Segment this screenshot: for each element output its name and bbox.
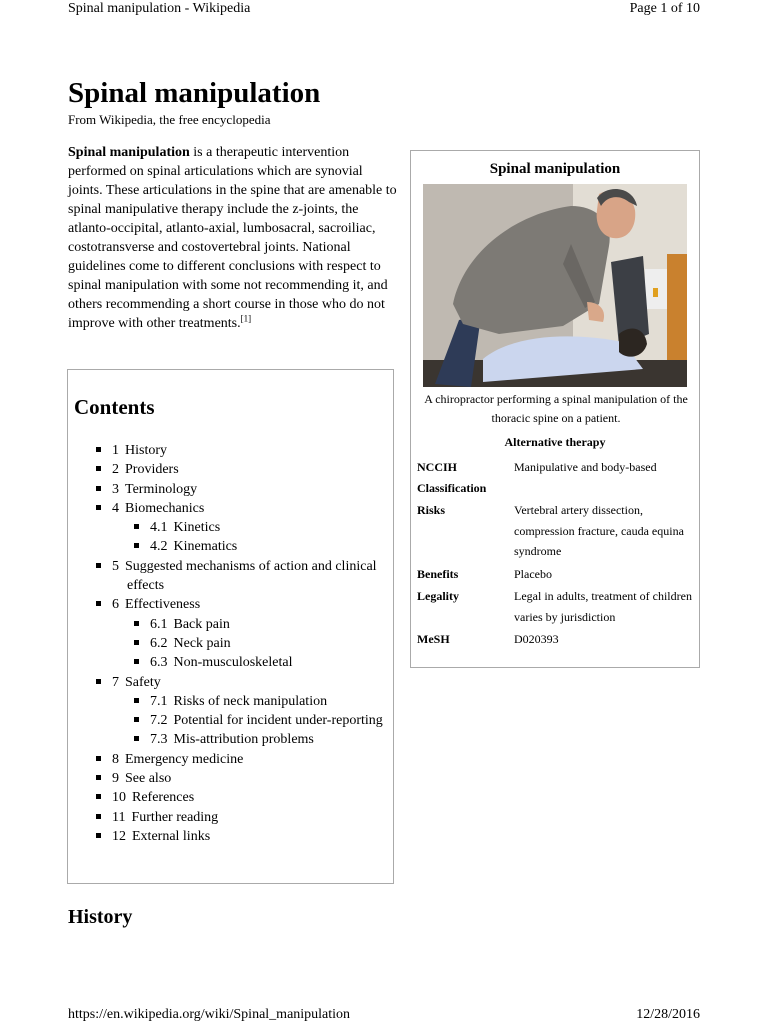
toc-item[interactable]	[96, 460, 386, 479]
toc-label: Biomechanics	[125, 500, 205, 516]
infobox-row	[417, 564, 697, 587]
toc-label: Further reading	[131, 809, 219, 825]
toc-number: 7.2	[150, 713, 168, 729]
infobox-image[interactable]	[423, 184, 687, 387]
toc-link[interactable]	[112, 673, 386, 692]
toc-label: Effectiveness	[125, 597, 201, 613]
toc-label: Non-musculoskeletal	[173, 655, 293, 671]
print-footer-date: 12/28/2016	[636, 1007, 700, 1022]
toc-label: Suggested mechanisms of action and clinical effects	[125, 558, 377, 594]
toc-label: Providers	[125, 462, 179, 478]
infobox-row-value: Vertebral artery dissection, compression fracture, cauda equina syndrome	[514, 503, 684, 558]
toc-label: Risks of neck manipulation	[173, 693, 328, 709]
toc-subitem[interactable]	[134, 730, 386, 749]
toc-link[interactable]	[150, 692, 386, 711]
toc-link[interactable]	[150, 730, 386, 749]
toc-label: References	[132, 790, 195, 806]
toc-number: 6	[112, 597, 119, 613]
toc-number: 6.3	[150, 655, 168, 671]
toc-item[interactable]	[96, 769, 386, 788]
toc-subitem[interactable]	[134, 653, 386, 672]
infobox-row	[417, 629, 697, 652]
toc-number: 4	[112, 500, 119, 516]
toc-item[interactable]	[96, 673, 386, 750]
toc-sublist	[134, 692, 386, 750]
infobox-row	[417, 586, 697, 629]
toc-number: 6.1	[150, 616, 168, 632]
toc-number: 7.1	[150, 693, 168, 709]
toc-link[interactable]	[150, 711, 386, 730]
toc-label: Kinematics	[173, 539, 238, 555]
toc-link[interactable]	[150, 537, 386, 556]
toc-number: 4.2	[150, 539, 168, 555]
toc-number: 10	[112, 790, 126, 806]
toc-label: Potential for incident under-reporting	[173, 713, 383, 729]
toc-link[interactable]	[112, 480, 386, 499]
page-title: Spinal manipulation	[68, 77, 321, 109]
toc-label: Terminology	[125, 481, 198, 497]
infobox	[410, 150, 700, 668]
toc-link[interactable]	[112, 595, 386, 614]
toc-number: 7.3	[150, 732, 168, 748]
toc-subitem[interactable]	[134, 634, 386, 653]
chiropractor-photo	[423, 184, 687, 387]
toc-number: 1	[112, 443, 119, 458]
toc-number: 3	[112, 481, 119, 497]
toc-link[interactable]	[112, 808, 386, 827]
toc-number: 12	[112, 828, 126, 844]
toc-item[interactable]	[96, 788, 386, 807]
toc-label: History	[125, 443, 167, 458]
toc-sublist	[134, 518, 386, 557]
toc-subitem[interactable]	[134, 537, 386, 556]
toc-item[interactable]	[96, 441, 386, 460]
infobox-row-label: Benefits	[417, 566, 459, 581]
toc-number: 4.1	[150, 520, 168, 536]
toc-item[interactable]	[96, 750, 386, 769]
toc-subitem[interactable]	[134, 692, 386, 711]
toc-number: 2	[112, 462, 119, 478]
infobox-subheader: Alternative therapy	[504, 435, 606, 449]
toc-link[interactable]	[112, 827, 386, 846]
toc-link[interactable]	[112, 769, 386, 788]
toc-label: Emergency medicine	[125, 751, 244, 767]
page-tagline: From Wikipedia, the free encyclopedia	[68, 112, 271, 127]
toc-label: Back pain	[173, 616, 230, 632]
infobox-row-value: Legal in adults, treatment of children varies by jurisdiction	[514, 589, 692, 624]
toc-label: Kinetics	[173, 520, 221, 536]
toc-link[interactable]	[150, 518, 386, 537]
toc-item[interactable]	[96, 827, 386, 846]
toc-item[interactable]	[96, 557, 386, 596]
toc-link[interactable]	[112, 557, 386, 596]
toc-link[interactable]	[112, 460, 386, 479]
intro-paragraph	[68, 143, 398, 333]
toc-label: Neck pain	[173, 635, 231, 651]
toc-link[interactable]	[112, 499, 386, 518]
toc-link[interactable]	[150, 615, 386, 634]
toc-link[interactable]	[150, 634, 386, 653]
toc-link[interactable]	[112, 750, 386, 769]
toc-number: 9	[112, 771, 119, 787]
toc-link[interactable]	[112, 441, 386, 460]
toc-subitem[interactable]	[134, 518, 386, 537]
toc-link[interactable]	[112, 788, 386, 807]
print-header-page-number: Page 1 of 10	[629, 1, 700, 16]
toc-link[interactable]	[150, 653, 386, 672]
infobox-row-label: MeSH	[417, 632, 450, 646]
toc-item[interactable]	[96, 595, 386, 672]
toc-label: See also	[125, 771, 172, 787]
print-header-title: Spinal manipulation - Wikipedia	[68, 1, 251, 16]
toc-title: Contents	[74, 395, 155, 419]
toc-list	[96, 441, 386, 846]
toc-item[interactable]	[96, 499, 386, 557]
infobox-row-value: Manipulative and body-based	[514, 460, 657, 474]
section-heading-history: History	[68, 906, 133, 928]
toc-sublist	[134, 615, 386, 673]
toc-subitem[interactable]	[134, 711, 386, 730]
infobox-row	[417, 500, 697, 564]
infobox-row-label: NCCIH Classification	[417, 460, 487, 495]
toc-number: 6.2	[150, 635, 168, 651]
toc-item[interactable]	[96, 480, 386, 499]
toc-item[interactable]	[96, 808, 386, 827]
infobox-row-label: Risks	[417, 503, 446, 517]
intro-bold-term: Spinal manipulation	[68, 145, 190, 160]
toc-number: 8	[112, 751, 119, 767]
infobox-row	[417, 457, 697, 500]
toc-label: Safety	[125, 674, 161, 690]
table-of-contents	[67, 369, 394, 884]
infobox-row-label: Legality	[417, 589, 459, 603]
infobox-table	[417, 457, 697, 652]
toc-subitem[interactable]	[134, 615, 386, 634]
infobox-title: Spinal manipulation	[489, 161, 621, 177]
toc-number: 11	[112, 809, 126, 825]
citation-link[interactable]: [1]	[240, 313, 252, 324]
toc-label: External links	[132, 828, 211, 844]
print-footer-url: https://en.wikipedia.org/wiki/Spinal_manipulation	[68, 1007, 351, 1022]
infobox-row-value: D020393	[514, 632, 559, 646]
toc-number: 7	[112, 674, 119, 690]
toc-label: Mis-attribution problems	[173, 732, 314, 748]
toc-number: 5	[112, 558, 119, 574]
infobox-row-value: Placebo	[514, 566, 552, 581]
intro-text: is a therapeutic intervention performed on spinal articulations which are synovial joints. These articulations in the spine that are amenable to spinal manipulative therapy include the z-joints, the atlanto-occipital, atlanto-axial, lumbosacral, sacroiliac, costotransverse and costovertebral joints. National guidelines come to different conclusions with respect to spinal manipulation with some not recommending it, and others recommending a short course in those who do not improve with other treatments.	[68, 145, 397, 331]
infobox-caption: A chiropractor performing a spinal manipulation of the thoracic spine on a patient.	[424, 392, 688, 425]
